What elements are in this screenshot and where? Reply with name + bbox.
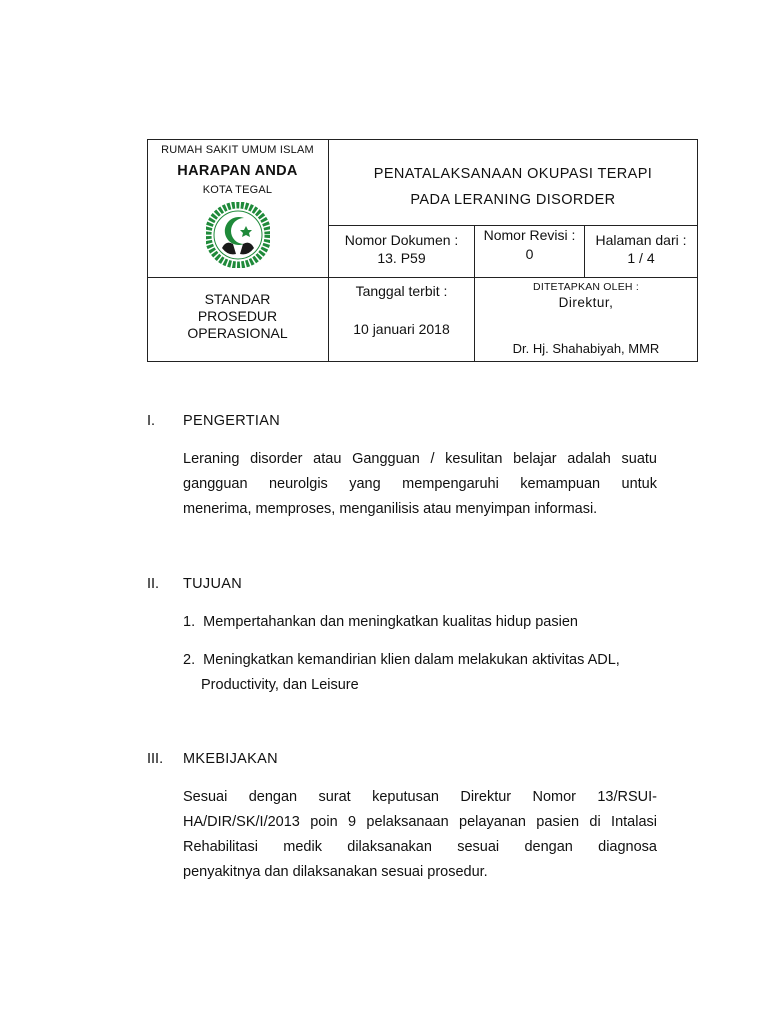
section-3-paragraph — [183, 785, 657, 885]
paragraph-line: menerima, memproses, menganilisis atau menyimpan informasi. — [183, 501, 598, 517]
table-border-bottom — [147, 361, 698, 362]
doc-number-label: Nomor Dokumen : — [344, 232, 459, 248]
hospital-city: KOTA TEGAL — [202, 184, 273, 196]
list-number: 1. — [183, 614, 196, 630]
section-title: TUJUAN — [183, 576, 242, 592]
issue-date-label: Tanggal terbit : — [355, 283, 448, 299]
document-title-line-2: PADA LERANING DISORDER — [410, 192, 616, 208]
section-title: MKEBIJAKAN — [183, 751, 278, 767]
goal-item-1 — [183, 610, 663, 635]
director-title: Direktur, — [558, 295, 614, 310]
sop-label-line-2: PROSEDUR — [197, 308, 278, 324]
hospital-logo — [206, 202, 270, 268]
hospital-name: HARAPAN ANDA — [177, 163, 298, 179]
section-number: II. — [147, 576, 160, 592]
paragraph-line: HA/DIR/SK/I/2013 poin 9 pelaksanaan pelayanan pasien di Intalasi — [183, 814, 657, 830]
paragraph-line: Rehabilitasi medik dilaksanakan sesuai dengan diagnosa — [183, 839, 657, 855]
revision-value: 0 — [525, 246, 534, 262]
table-border-top — [147, 139, 698, 140]
paragraph-line: gangguan neurolgis yang mempengaruhi kemampuan untuk — [183, 476, 657, 492]
page-label: Halaman dari : — [595, 232, 687, 248]
list-text: Meningkatkan kemandirian klien dalam melakukan aktivitas ADL, — [203, 652, 620, 668]
document-header-table — [147, 139, 698, 362]
document-title-line-1: PENATALAKSANAAN OKUPASI TERAPI — [373, 166, 653, 182]
paragraph-line: Sesuai dengan surat keputusan Direktur Nomor 13/RSUI- — [183, 789, 657, 805]
doc-number-value: 13. P59 — [377, 250, 426, 266]
director-name: Dr. Hj. Shahabiyah, MMR — [512, 341, 660, 356]
list-text-continuation: Productivity, dan Leisure — [201, 677, 359, 693]
table-divider-horizontal-middle — [328, 225, 698, 226]
sop-label-line-1: STANDAR — [204, 291, 271, 307]
section-number: III. — [147, 751, 164, 767]
section-3-heading — [147, 751, 447, 771]
table-divider-horizontal-lower — [147, 277, 698, 278]
section-1-paragraph — [183, 447, 657, 522]
page-value: 1 / 4 — [627, 250, 655, 266]
revision-label: Nomor Revisi : — [483, 227, 576, 243]
section-1-heading — [147, 413, 447, 433]
section-number: I. — [147, 413, 156, 429]
paragraph-line: Leraning disorder atau Gangguan / kesulitan belajar adalah suatu — [183, 451, 657, 467]
section-title: PENGERTIAN — [183, 413, 281, 429]
issue-date-value: 10 januari 2018 — [353, 321, 450, 337]
table-border-right — [697, 139, 698, 362]
paragraph-line: penyakitnya dan dilaksanakan sesuai prosedur. — [183, 864, 488, 880]
set-by-label: DITETAPKAN OLEH : — [533, 281, 639, 293]
sop-label-line-3: OPERASIONAL — [187, 325, 288, 341]
hospital-type: RUMAH SAKIT UMUM ISLAM — [161, 144, 314, 156]
goal-item-2 — [183, 648, 663, 698]
section-2-heading — [147, 576, 447, 596]
list-text: Mempertahankan dan meningkatkan kualitas hidup pasien — [203, 614, 578, 630]
list-number: 2. — [183, 652, 196, 668]
